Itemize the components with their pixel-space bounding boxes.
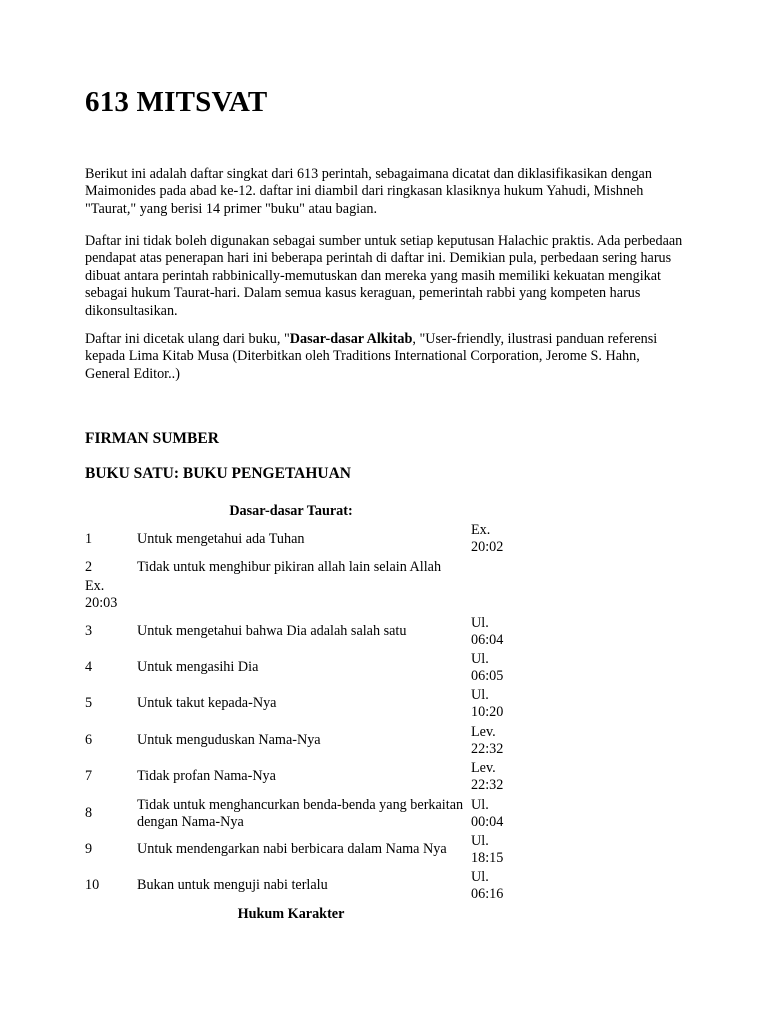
- source-text-before: Daftar ini dicetak ulang dari buku, ": [85, 331, 290, 347]
- row-ref-book: Ul.: [471, 797, 489, 813]
- page-title: 613 MITSVAT: [85, 86, 268, 118]
- row-reference: [85, 578, 117, 611]
- row-reference: [471, 797, 531, 830]
- row-reference: [471, 760, 531, 793]
- row-number: 5: [85, 695, 93, 711]
- row-ref-book: Ul.: [471, 833, 489, 849]
- row-ref-book: Ul.: [471, 687, 489, 703]
- source-text-after: , "User-friendly, ilustrasi panduan referensi kepada Lima Kitab Musa (Diterbitkan oleh Traditions International Corporation, Jerome S. Hahn, General Editor..): [85, 331, 658, 382]
- row-number: 8: [85, 805, 93, 821]
- row-ref-verse: 22:32: [471, 776, 504, 793]
- row-ref-verse: 10:20: [471, 703, 504, 720]
- subheading-hukum: Hukum Karakter: [237, 906, 345, 922]
- row-ref-book: Ul.: [471, 651, 489, 667]
- row-ref-book: Ul.: [471, 869, 489, 885]
- section-heading-firman: FIRMAN SUMBER: [85, 430, 219, 447]
- row-reference: [471, 833, 531, 866]
- row-number: 9: [85, 841, 93, 857]
- row-ref-book: Ex.: [471, 522, 491, 538]
- row-ref-verse: 06:04: [471, 631, 504, 648]
- row-ref-verse: 20:02: [471, 538, 504, 555]
- row-number: 3: [85, 623, 93, 639]
- row-reference: [471, 651, 531, 684]
- section-heading-buku: BUKU SATU: BUKU PENGETAHUAN: [85, 465, 351, 482]
- source-paragraph: [85, 331, 685, 383]
- row-description: Tidak untuk menghibur pikiran allah lain selain Allah: [137, 559, 442, 575]
- source-book-title: Dasar-dasar Alkitab: [289, 331, 413, 347]
- row-ref-verse: 22:32: [471, 740, 504, 757]
- row-description: Untuk mendengarkan nabi berbicara dalam Nama Nya: [137, 841, 447, 857]
- row-number: 10: [85, 877, 100, 893]
- row-ref-book: Lev.: [471, 760, 496, 776]
- row-description: Untuk takut kepada-Nya: [137, 695, 277, 711]
- row-number: 2: [85, 559, 93, 575]
- row-number: 6: [85, 732, 93, 748]
- row-ref-verse: 06:16: [471, 885, 504, 902]
- row-description: Untuk mengetahui ada Tuhan: [137, 531, 305, 547]
- disclaimer-paragraph: Daftar ini tidak boleh digunakan sebagai sumber untuk setiap keputusan Halachic praktis. Ada perbedaan pendapat atas penerapan hari ini beberapa perintah di daftar ini. Demikian pula, perbedaan sering harus dibuat antara perintah rabbinically-memutuskan dan mereka yang masih memiliki kekuatan mengikat sebagai hukum Taurat-hari. Dalam semua kasus keraguan, pemerintah rabbi yang kompeten harus dikonsultasikan.: [85, 233, 683, 319]
- row-reference: [471, 869, 531, 902]
- row-description: Untuk mengasihi Dia: [137, 659, 259, 675]
- row-ref-verse: 18:15: [471, 849, 504, 866]
- row-description: Tidak untuk menghancurkan benda-benda yang berkaitan dengan Nama-Nya: [137, 797, 464, 830]
- row-description: Untuk mengetahui bahwa Dia adalah salah satu: [137, 623, 407, 639]
- row-reference: [471, 522, 531, 555]
- intro-paragraph: Berikut ini adalah daftar singkat dari 613 perintah, sebagaimana dicatat dan diklasifikasikan dengan Maimonides pada abad ke-12. daftar ini diambil dari ringkasan klasiknya hukum Yahudi, Mishneh "Taurat," yang berisi 14 primer "buku" atau bagian.: [85, 166, 652, 217]
- row-ref-book: Lev.: [471, 724, 496, 740]
- row-description: Bukan untuk menguji nabi terlalu: [137, 877, 328, 893]
- row-number: 7: [85, 768, 93, 784]
- row-ref-verse: 06:05: [471, 667, 504, 684]
- row-reference: [471, 615, 531, 648]
- subheading-dasar: Dasar-dasar Taurat:: [229, 503, 353, 519]
- row-reference: [471, 687, 531, 720]
- row-ref-verse: 00:04: [471, 813, 504, 830]
- row-number: 4: [85, 659, 93, 675]
- row-ref-verse: 20:03: [85, 594, 118, 611]
- row-description: Tidak profan Nama-Nya: [137, 768, 276, 784]
- row-description: Untuk menguduskan Nama-Nya: [137, 732, 321, 748]
- row-ref-book: Ex.: [85, 578, 105, 594]
- row-ref-book: Ul.: [471, 615, 489, 631]
- row-number: 1: [85, 531, 93, 547]
- row-reference: [471, 724, 531, 757]
